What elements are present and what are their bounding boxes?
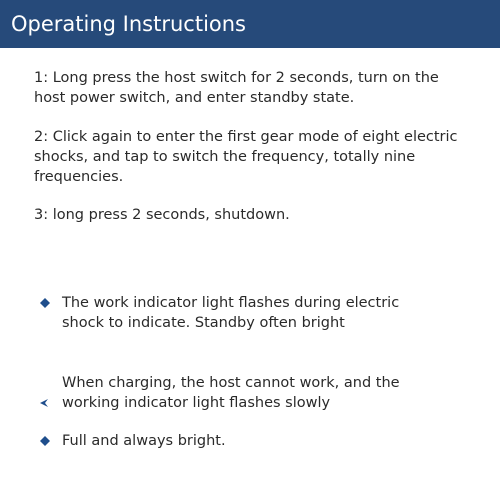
bullet-item-2 xyxy=(40,373,480,413)
diamond-icon xyxy=(40,293,62,313)
instruction-step-1: 1: Long press the host switch for 2 seconds, turn on the host power switch, and enter standby state. xyxy=(34,70,439,106)
bullet-text: The work indicator light flashes during electric shock to indicate. Standby often bright xyxy=(62,295,400,331)
diamond-icon xyxy=(40,431,62,451)
header-bar xyxy=(0,0,500,48)
page-title: Operating Instructions xyxy=(11,12,246,36)
bullet-item-1 xyxy=(40,293,480,333)
instruction-step-2: 2: Click again to enter the first gear mode of eight electric shocks, and tap to switch the frequency, totally nine frequencies. xyxy=(34,129,458,185)
small-arrow-icon xyxy=(40,373,62,407)
bullet-text: Full and always bright. xyxy=(62,433,226,449)
bullet-item-3 xyxy=(40,431,480,451)
bullet-text: When charging, the host cannot work, and the working indicator light flashes slowly xyxy=(62,375,400,411)
instruction-step-3: 3: long press 2 seconds, shutdown. xyxy=(34,207,290,223)
